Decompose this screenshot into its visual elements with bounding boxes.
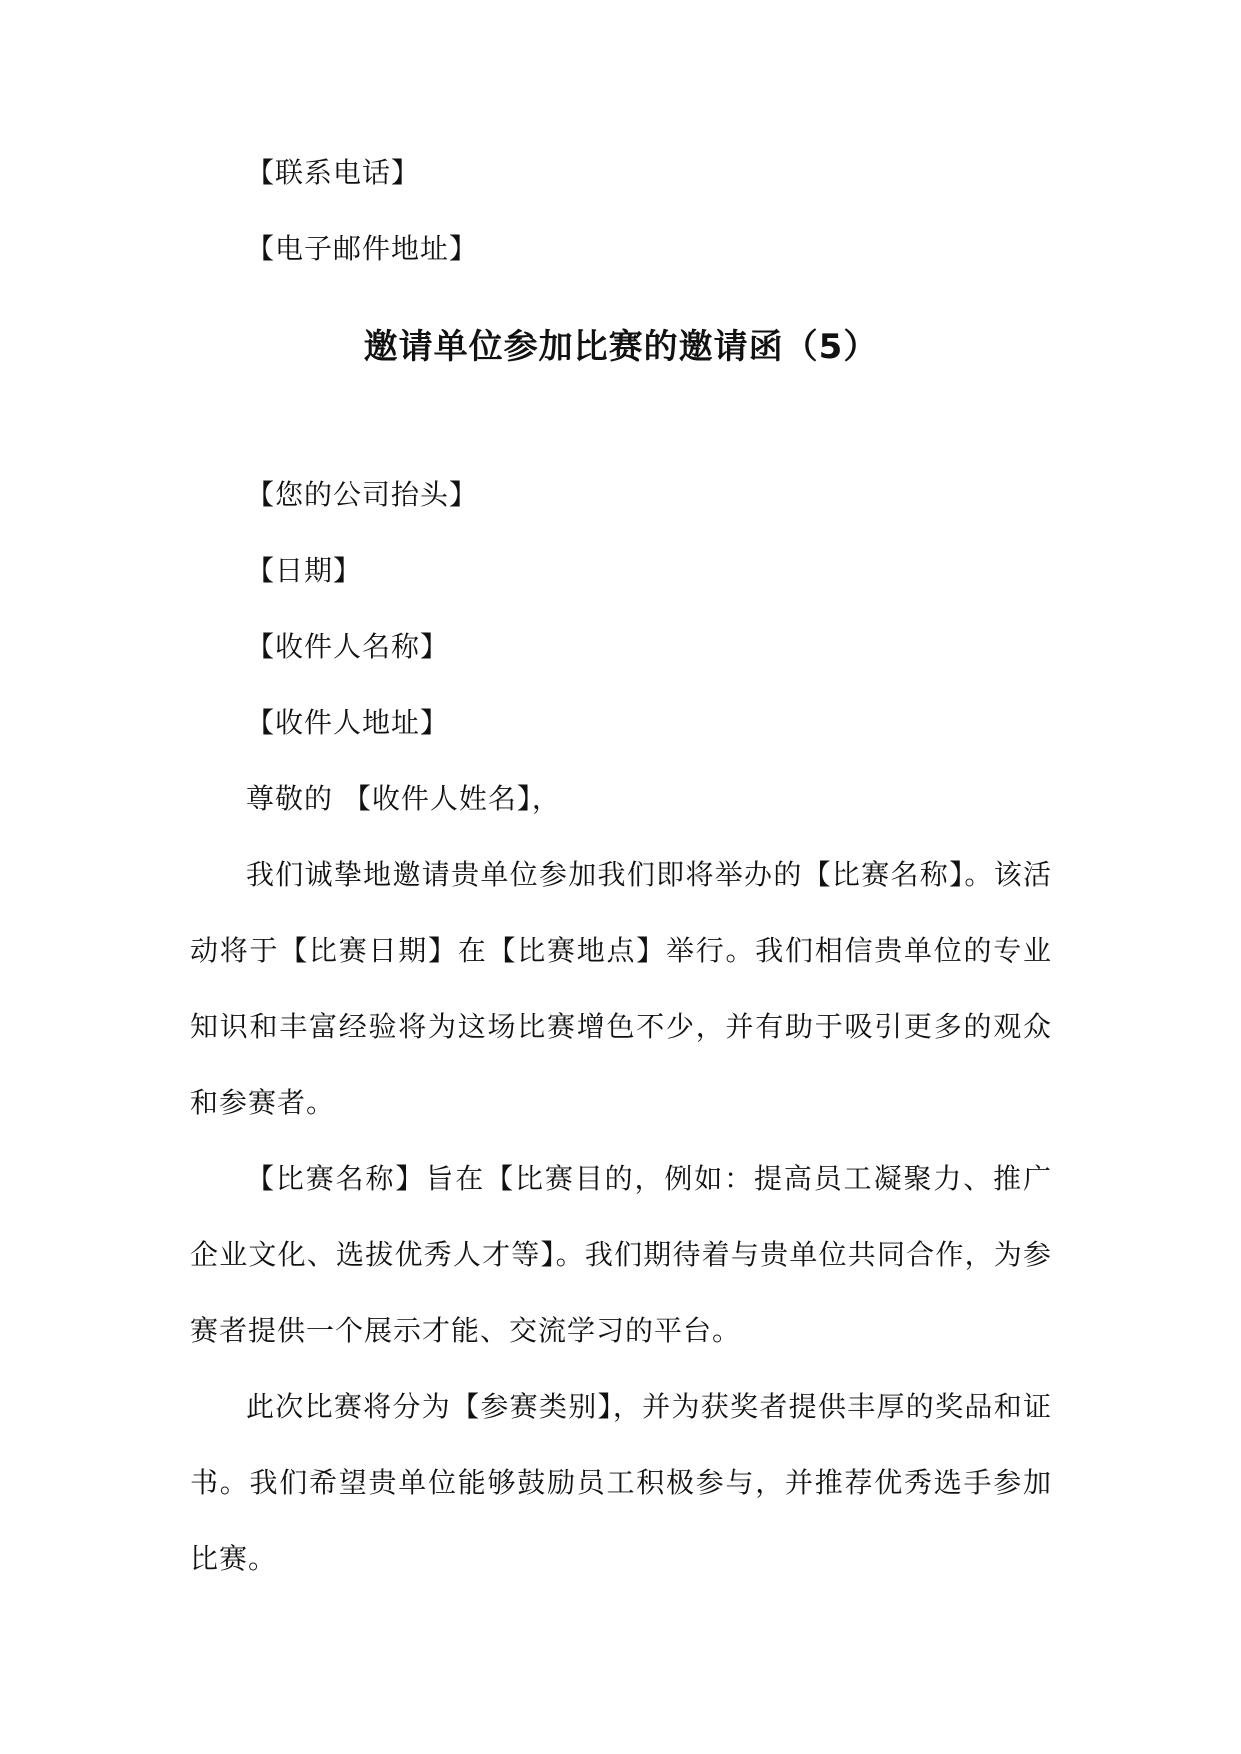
recipient-name-field: 【收件人名称】 (246, 630, 450, 663)
date-field: 【日期】 (246, 554, 363, 587)
email-address-field: 【电子邮件地址】 (246, 232, 479, 265)
document-body (190, 135, 1052, 1597)
body-paragraph: 此次比赛将分为【参赛类别】，并为获奖者提供丰厚的奖品和证书。我们希望贵单位能够鼓励员工积极参与，并推荐优秀选手参加比赛。 (190, 1390, 1052, 1575)
salutation: 尊敬的 【收件人姓名】， (246, 782, 561, 815)
company-letterhead-field: 【您的公司抬头】 (246, 478, 479, 511)
letter-title: 邀请单位参加比赛的邀请函（5） (363, 327, 879, 367)
body-paragraph: 我们诚挚地邀请贵单位参加我们即将举办的【比赛名称】。该活动将于【比赛日期】在【比赛地点】举行。我们相信贵单位的专业知识和丰富经验将为这场比赛增色不少，并有助于吸引更多的观众和参赛者。 (190, 858, 1052, 1119)
recipient-address-field: 【收件人地址】 (246, 706, 450, 739)
contact-phone-field: 【联系电话】 (246, 156, 421, 189)
body-paragraph: 【比赛名称】旨在【比赛目的，例如：提高员工凝聚力、推广企业文化、选拔优秀人才等】。我们期待着与贵单位共同合作，为参赛者提供一个展示才能、交流学习的平台。 (190, 1162, 1052, 1347)
